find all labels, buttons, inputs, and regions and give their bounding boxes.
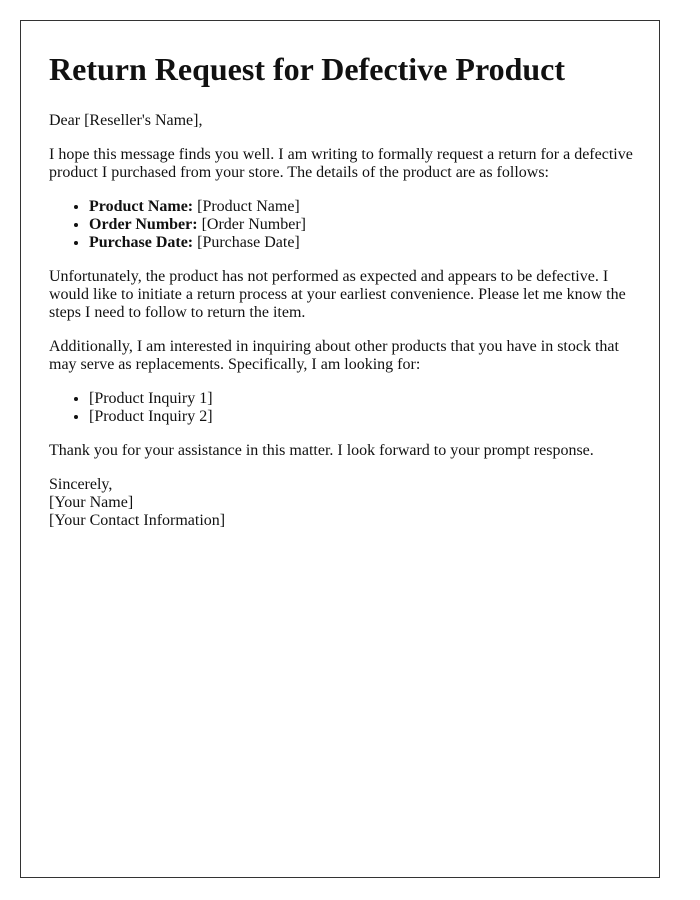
detail-order-number (89, 216, 639, 234)
sender-name: [Your Name] (49, 494, 134, 511)
list-item: • [Product Inquiry 1] (89, 390, 639, 408)
sender-contact: [Your Contact Information] (49, 512, 226, 529)
issue-paragraph: Unfortunately, the product has not performed as expected and appears to be defective. I would like to initiate a return process at your earliest convenience. Please let me know the steps I need to follow to return the item. (49, 268, 626, 321)
detail-label: Order Number: (89, 216, 198, 233)
product-inquiry-list (49, 390, 639, 426)
letter-page (20, 20, 660, 878)
detail-product-name (89, 198, 639, 216)
product-details-list (49, 198, 639, 252)
detail-label: Product Name: (89, 198, 194, 215)
page-title: Return Request for Defective Product (49, 51, 566, 87)
letter-content (49, 50, 639, 530)
detail-label: Purchase Date: (89, 234, 194, 251)
inquiry-paragraph: Additionally, I am interested in inquiring about other products that you have in stock that may serve as replacements. Specifically, I am looking for: (49, 338, 619, 373)
detail-purchase-date (89, 234, 639, 252)
thanks-paragraph: Thank you for your assistance in this matter. I look forward to your prompt response. (49, 442, 594, 459)
detail-value: [Order Number] (197, 216, 306, 233)
closing: Sincerely, (49, 476, 113, 493)
salutation: Dear [Reseller's Name], (49, 112, 203, 129)
list-item: • [Product Inquiry 2] (89, 408, 639, 426)
intro-paragraph: I hope this message finds you well. I am writing to formally request a return for a defective product I purchased from your store. The details of the product are as follows: (49, 146, 633, 181)
detail-value: [Purchase Date] (193, 234, 300, 251)
detail-value: [Product Name] (193, 198, 300, 215)
